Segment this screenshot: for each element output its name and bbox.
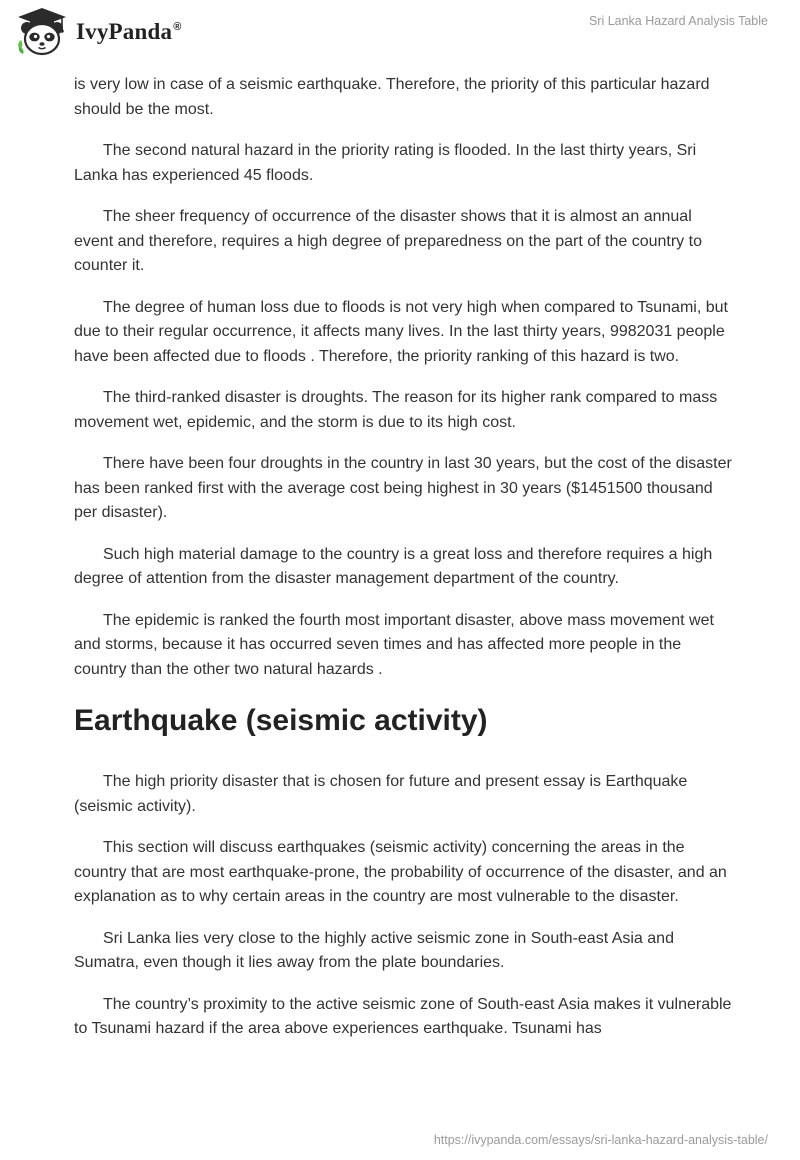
article-paragraph: The second natural hazard in the priority rating is flooded. In the last thirty years, Sri Lanka has experienced 45 floods. (74, 142, 697, 184)
article-paragraph: The country’s proximity to the active seismic zone of South-east Asia makes it vulnerable to Tsunami hazard if the area above experiences earthquake. Tsunami has (74, 995, 732, 1037)
article-paragraph: is very low in case of a seismic earthquake. Therefore, the priority of this particular hazard should be the most. (74, 76, 710, 118)
page-header (0, 0, 800, 64)
brand-name: IvyPanda® (76, 19, 182, 44)
article-paragraph: The third-ranked disaster is droughts. The reason for its higher rank compared to mass movement wet, epidemic, and the storm is due to its high cost. (74, 389, 718, 431)
article-paragraph: There have been four droughts in the country in last 30 years, but the cost of the disaster has been ranked first with the average cost being highest in 30 years ($1451500 thousand per disaster). (74, 455, 732, 521)
article-paragraph: The degree of human loss due to floods is not very high when compared to Tsunami, but due to their regular occurrence, it affects many lives. In the last thirty years, 9982031 people have been affected due to floods . Therefore, the priority ranking of this hazard is two. (74, 298, 728, 365)
article-paragraph: This section will discuss earthquakes (seismic activity) concerning the areas in the country that are most earthquake-prone, the probability of occurrence of the disaster, and an explanation as to why certain areas in the country are most vulnerable to the disaster. (74, 839, 727, 905)
article-paragraph: Sri Lanka lies very close to the highly active seismic zone in South-east Asia and Sumatra, even though it lies away from the plate boundaries. (74, 929, 674, 971)
ivypanda-logo[interactable] (14, 6, 182, 58)
registered-mark: ® (173, 21, 182, 33)
article-body (74, 73, 734, 1059)
document-title: Sri Lanka Hazard Analysis Table (588, 14, 768, 28)
section-heading: Earthquake (seismic activity) (74, 704, 488, 737)
panda-graduate-icon (14, 6, 70, 58)
article-paragraph: Such high material damage to the country is a great loss and therefore requires a high degree of attention from the disaster management department of the country. (74, 545, 713, 587)
article-paragraph: The sheer frequency of occurrence of the disaster shows that it is almost an annual event and therefore, requires a high degree of preparedness on the part of the country to counter it. (74, 208, 702, 274)
source-url[interactable]: https://ivypanda.com/essays/sri-lanka-hazard-analysis-table/ (433, 1133, 768, 1147)
article-paragraph: The high priority disaster that is chosen for future and present essay is Earthquake (seismic activity). (74, 773, 688, 815)
article-paragraph: The epidemic is ranked the fourth most important disaster, above mass movement wet and storms, because it has occurred seven times and has affected more people in the country than the other two natural hazards . (74, 611, 714, 678)
